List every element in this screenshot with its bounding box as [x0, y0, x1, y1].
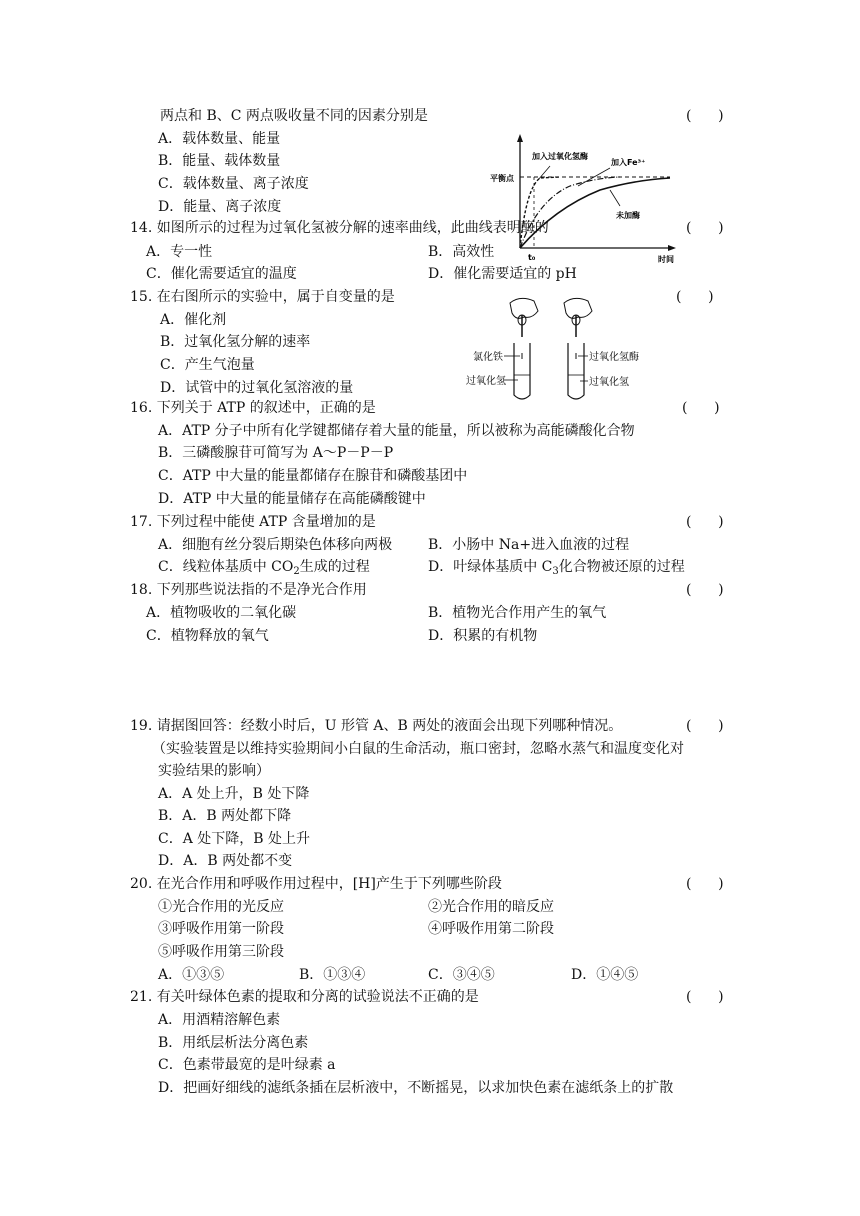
q20-item-5: ⑤呼吸作用第三阶段 [158, 944, 284, 960]
q19-note-line1: （实验装置是以维持实验期间小白鼠的生命活动，瓶口密封，忽略水蒸气和温度变化对 [152, 741, 684, 757]
q19-note-line2: 实验结果的影响） [158, 763, 270, 779]
q17-option-c-sub: 2 [293, 566, 300, 577]
q16-answer-blank[interactable]: ( ) [682, 400, 720, 416]
q17-answer-blank[interactable]: ( ) [686, 514, 724, 530]
q17-option-d-sub: 3 [552, 566, 559, 577]
q21-option-d[interactable]: D．把画好细线的滤纸条插在层析液中，不断摇晃，以求加快色素在滤纸条上的扩散 [158, 1080, 674, 1096]
q13-option-c[interactable]: C．载体数量、离子浓度 [158, 176, 309, 192]
q17-option-d-text-end: 化合物被还原的过程 [558, 559, 685, 575]
q13-option-a[interactable]: A．载体数量、能量 [158, 131, 281, 147]
q21-stem: 21. 有关叶绿体色素的提取和分离的试验说法不正确的是 [130, 989, 479, 1005]
q16-option-c[interactable]: C．ATP 中大量的能量都储存在腺苷和磷酸基团中 [158, 468, 468, 484]
label-ferric-chloride: 氯化铁 [473, 352, 503, 363]
q18-option-a[interactable]: A．植物吸收的二氧化碳 [146, 605, 297, 621]
q20-item-2: ②光合作用的暗反应 [428, 899, 554, 915]
q16-option-d[interactable]: D．ATP 中大量的能量储存在高能磷酸键中 [158, 491, 426, 507]
q15-option-b[interactable]: B．过氧化氢分解的速率 [160, 334, 311, 350]
q19-option-c[interactable]: C．A 处下降，B 处上升 [158, 831, 311, 847]
q18-stem: 18. 下列那些说法指的不是净光合作用 [130, 582, 367, 598]
left-test-tube-icon [514, 343, 530, 399]
label-left-h2o2: 过氧化氢 [466, 376, 506, 387]
q20-stem: 20. 在光合作用和呼吸作用过程中，[H]产生于下列哪些阶段 [130, 876, 502, 892]
q15-option-d[interactable]: D．试管中的过氧化氢溶液的量 [160, 380, 354, 396]
q21-option-c[interactable]: C．色素带最宽的是叶绿素 a [158, 1057, 336, 1073]
curve-enzyme-label: 加入过氧化氢酶 [532, 152, 588, 161]
q19-stem: 19. 请据图回答：经数小时后，U 形管 A、B 两处的液面会出现下列哪种情况。 [130, 718, 623, 734]
q19-option-b[interactable]: B．A．B 两处都下降 [158, 808, 292, 824]
q20-item-3: ③呼吸作用第一阶段 [158, 921, 284, 937]
q13-stem: 两点和 B、C 两点吸收量不同的因素分别是 [160, 108, 428, 124]
q17-option-d[interactable] [428, 557, 685, 577]
equilibrium-label: 平衡点 [490, 174, 514, 183]
q14-option-a[interactable]: A．专一性 [146, 244, 213, 260]
graph-y-arrow [517, 134, 523, 142]
right-test-tube-icon [568, 343, 584, 399]
label-catalase: 过氧化氢酶 [589, 352, 639, 363]
q18-option-d[interactable]: D．积累的有机物 [428, 628, 538, 644]
test-tube-figure [462, 293, 672, 405]
q14-answer-blank[interactable]: ( ) [686, 220, 724, 236]
q20-option-d[interactable]: D．①④⑤ [571, 967, 639, 983]
q20-option-c[interactable]: C．③④⑤ [428, 967, 495, 983]
q15-answer-blank[interactable]: ( ) [676, 289, 714, 305]
q16-stem: 16. 下列关于 ATP 的叙述中，正确的是 [130, 400, 376, 416]
q21-option-a[interactable]: A．用酒精溶解色素 [158, 1012, 281, 1028]
q20-answer-blank[interactable]: ( ) [686, 876, 724, 892]
pointer-none [610, 190, 620, 206]
label-right-h2o2: 过氧化氢 [589, 377, 629, 388]
q20-option-a[interactable]: A．①③⑤ [158, 967, 225, 983]
q17-option-c-text: C．线粒体基质中 CO [158, 559, 294, 575]
curve-fe-label: 加入Fe³⁺ [611, 158, 646, 167]
t0-label: t₀ [528, 253, 536, 262]
graph-x-arrow [668, 245, 676, 251]
q13-option-b[interactable]: B．能量、载体数量 [158, 153, 281, 169]
q14-option-d[interactable]: D．催化需要适宜的 pH [428, 266, 577, 282]
q15-option-a[interactable]: A．催化剂 [160, 312, 227, 328]
q14-option-c[interactable]: C．催化需要适宜的温度 [146, 266, 297, 282]
q20-item-4: ④呼吸作用第二阶段 [428, 921, 554, 937]
q19-option-a[interactable]: A．A 处上升，B 处下降 [158, 786, 310, 802]
q20-option-b[interactable]: B．①③④ [299, 967, 366, 983]
q17-option-c[interactable] [158, 557, 370, 577]
q21-option-b[interactable]: B．用纸层析法分离色素 [158, 1035, 309, 1051]
q21-answer-blank[interactable]: ( ) [686, 989, 724, 1005]
q19-answer-blank[interactable]: ( ) [686, 718, 724, 734]
q18-option-b[interactable]: B．植物光合作用产生的氧气 [428, 605, 607, 621]
q16-option-b[interactable]: B．三磷酸腺苷可简写为 A～P－P－P [158, 445, 394, 461]
q18-answer-blank[interactable]: ( ) [686, 582, 724, 598]
reaction-rate-graph [470, 128, 685, 263]
q13-option-d[interactable]: D．能量、离子浓度 [158, 199, 282, 215]
q14-option-b[interactable]: B．高效性 [428, 244, 495, 260]
x-axis-label: 时间 [658, 255, 674, 263]
curve-none-label: 未加酶 [616, 211, 640, 220]
q17-option-a[interactable]: A．细胞有丝分裂后期染色体移向两极 [158, 537, 393, 553]
q15-option-c[interactable]: C．产生气泡量 [160, 357, 255, 373]
q17-option-b[interactable]: B．小肠中 Na+进入血液的过程 [428, 537, 630, 553]
q17-stem: 17. 下列过程中能使 ATP 含量增加的是 [130, 514, 376, 530]
q17-option-c-text-end: 生成的过程 [299, 559, 370, 575]
q20-item-1: ①光合作用的光反应 [158, 899, 284, 915]
q14-stem: 14. 如图所示的过程为过氧化氢被分解的速率曲线，此曲线表明酶的 [130, 220, 549, 236]
q16-option-a[interactable]: A．ATP 分子中所有化学键都储存着大量的能量，所以被称为高能磷酸化合物 [158, 423, 635, 439]
q15-stem: 15. 在右图所示的实验中，属于自变量的是 [130, 289, 395, 305]
q17-option-d-text: D．叶绿体基质中 C [428, 559, 553, 575]
q13-answer-blank[interactable]: ( ) [686, 108, 724, 124]
q19-option-d[interactable]: D．A．B 两处都不变 [158, 853, 293, 869]
q18-option-c[interactable]: C．植物释放的氧气 [146, 628, 269, 644]
